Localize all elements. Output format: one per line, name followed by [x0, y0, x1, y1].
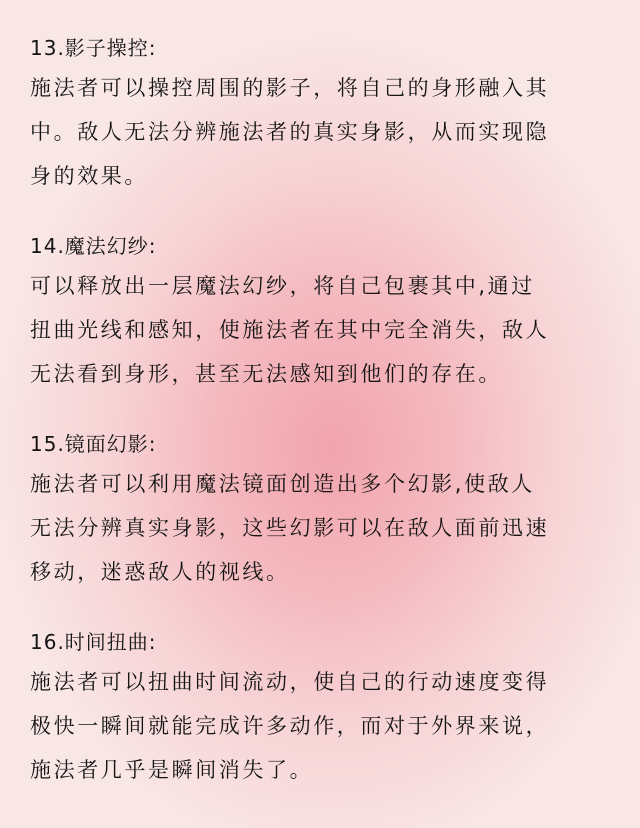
- body-line: 无法分辨真实身影，这些幻影可以在敌人面前迅速: [30, 516, 550, 540]
- body-line: 无法看到身形，甚至无法感知到他们的存在。: [30, 362, 502, 386]
- body-line: 施法者几乎是瞬间消失了。: [30, 758, 314, 782]
- section-heading: 15.镜面幻影:: [30, 432, 157, 456]
- body-line: 施法者可以操控周围的影子，将自己的身形融入其: [30, 76, 550, 100]
- body-line: 移动，迷惑敌人的视线。: [30, 560, 290, 584]
- body-line: 身的效果。: [30, 164, 148, 188]
- body-line: 施法者可以扭曲时间流动，使自己的行动速度变得: [30, 670, 550, 694]
- section-heading: 16.时间扭曲:: [30, 630, 157, 654]
- section-heading: 14.魔法幻纱:: [30, 234, 157, 258]
- body-line: 施法者可以利用魔法镜面创造出多个幻影,使敌人: [30, 472, 535, 496]
- body-line: 可以释放出一层魔法幻纱，将自己包裹其中,通过: [30, 274, 535, 298]
- section-heading: 13.影子操控:: [30, 36, 157, 60]
- body-line: 极快一瞬间就能完成许多动作，而对于外界来说，: [30, 714, 550, 738]
- body-line: 扭曲光线和感知，使施法者在其中完全消失，敌人: [30, 318, 550, 342]
- body-line: 中。敌人无法分辨施法者的真实身影，从而实现隐: [30, 120, 550, 144]
